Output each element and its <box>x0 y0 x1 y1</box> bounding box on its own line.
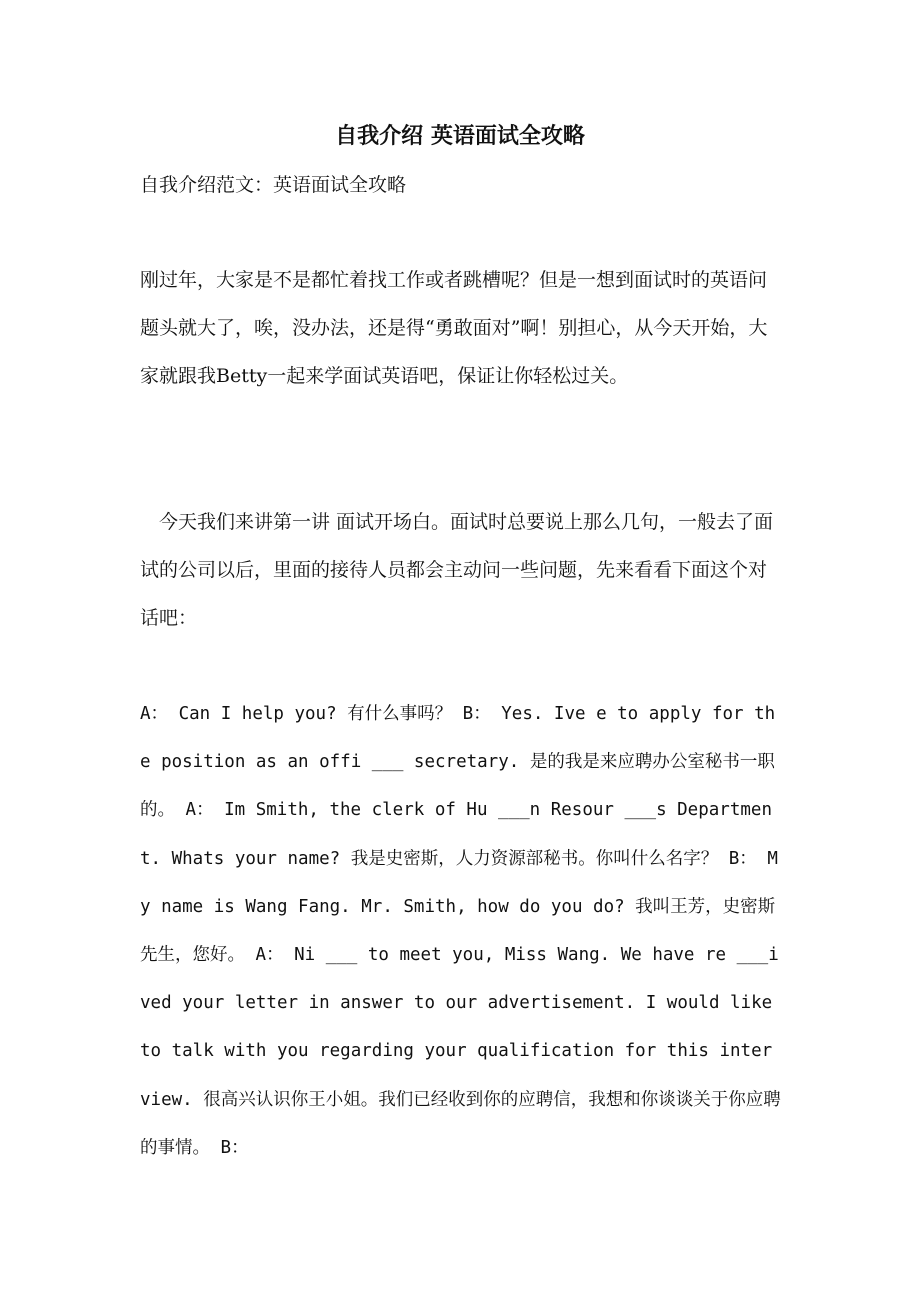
dialogue-paragraph: A： Can I help you? 有什么事吗？ B： Yes. Ive e to apply for the position as an offi ___ secretary. 是的我是来应聘办公室秘书一职的。 A： Im Smith, the clerk of Hu ___n Resour ___s Department. Whats your name? 我是史密斯，人力资源部秘书。你叫什么名字？ B： My name is Wang Fang. Mr. Smith, how do you do? 我叫王芳，史密斯先生，您好。 A： Ni ___ to meet you, Miss Wang. We have re ___ived your letter in answer to our advertisement. I would like to talk with you regarding your qualification for this interview. 很高兴认识你王小姐。我们已经收到你的应聘信，我想和你谈谈关于你应聘的事情。 B： <box>140 704 781 1158</box>
lesson-paragraph: 今天我们来讲第一讲 面试开场白。面试时总要说上那么几句，一般去了面试的公司以后，里面的接待人员都会主动问一些问题，先来看看下面这个对话吧： <box>140 511 774 629</box>
intro-paragraph: 刚过年，大家是不是都忙着找工作或者跳槽呢？但是一想到面试时的英语问题头就大了，唉，没办法，还是得“勇敢面对”啊！别担心，从今天开始，大家就跟我Betty一起来学面试英语吧，保证让你轻松过关。 <box>140 269 768 387</box>
document-subtitle: 自我介绍范文：英语面试全攻略 <box>140 174 407 196</box>
document-title: 自我介绍 英语面试全攻略 <box>335 123 585 149</box>
